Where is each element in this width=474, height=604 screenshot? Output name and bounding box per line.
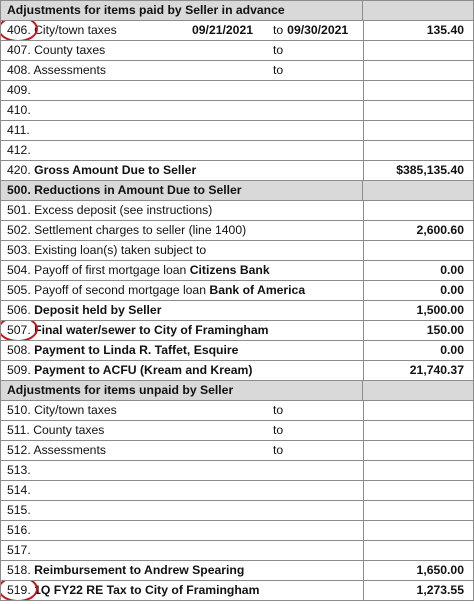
line-item-row bbox=[0, 121, 474, 141]
line-number: 519. bbox=[7, 583, 31, 597]
line-label: Excess deposit (see instructions) bbox=[34, 203, 213, 217]
section-header-row bbox=[0, 181, 474, 201]
line-description-cell bbox=[1, 241, 363, 260]
proration-to-label: to bbox=[273, 43, 284, 57]
line-description-cell bbox=[1, 401, 363, 420]
amount-cell: 1,650.00 bbox=[363, 561, 474, 580]
proration-to-label: to bbox=[273, 23, 284, 37]
amount-cell: 0.00 bbox=[363, 261, 474, 280]
line-description-cell bbox=[1, 21, 363, 40]
line-number: 511. bbox=[7, 423, 30, 437]
line-item-row bbox=[0, 321, 474, 341]
amount-cell bbox=[363, 421, 474, 440]
line-description-cell bbox=[1, 581, 363, 600]
line-number: 517. bbox=[7, 543, 31, 557]
amount-cell bbox=[363, 521, 474, 540]
line-item-row bbox=[0, 561, 474, 581]
line-description-cell bbox=[1, 301, 363, 320]
line-description-cell bbox=[1, 321, 363, 340]
line-item-row bbox=[0, 61, 474, 81]
payee-name: Citizens Bank bbox=[189, 263, 270, 277]
line-label: Existing loan(s) taken subject to bbox=[34, 243, 207, 257]
line-description-cell bbox=[1, 541, 363, 560]
line-number: 501. bbox=[7, 203, 31, 217]
line-number: 513. bbox=[7, 463, 31, 477]
line-label: Deposit held by Seller bbox=[34, 303, 162, 317]
amount-cell bbox=[363, 1, 474, 20]
amount-cell: 21,740.37 bbox=[363, 361, 474, 380]
line-number: 408. bbox=[7, 63, 31, 77]
line-number: 512. bbox=[7, 443, 31, 457]
line-item-row bbox=[0, 481, 474, 501]
line-description-cell bbox=[1, 281, 363, 300]
line-item-row bbox=[0, 341, 474, 361]
amount-cell bbox=[363, 101, 474, 120]
line-description-cell bbox=[1, 381, 363, 400]
line-description-cell bbox=[1, 441, 363, 460]
payee-name: Bank of America bbox=[209, 283, 306, 297]
line-description-cell bbox=[1, 341, 363, 360]
line-label: Payment to ACFU (Kream and Kream) bbox=[34, 363, 253, 377]
line-description-cell bbox=[1, 121, 363, 140]
proration-to-group bbox=[273, 441, 287, 460]
amount-cell bbox=[363, 501, 474, 520]
line-number: 502. bbox=[7, 223, 31, 237]
line-number: 503. bbox=[7, 243, 31, 257]
amount-cell bbox=[363, 121, 474, 140]
line-description-cell bbox=[1, 161, 363, 180]
line-number: 506. bbox=[7, 303, 31, 317]
proration-date-to: 09/30/2021 bbox=[287, 23, 349, 37]
amount-cell: 135.40 bbox=[363, 21, 474, 40]
annotation-circle bbox=[1, 321, 38, 340]
line-label: Assessments bbox=[33, 63, 106, 77]
annotation-circle bbox=[1, 21, 38, 40]
amount-cell bbox=[363, 541, 474, 560]
line-description-cell bbox=[1, 561, 363, 580]
proration-to-label: to bbox=[273, 63, 284, 77]
line-number: 411. bbox=[7, 123, 30, 137]
line-description-cell bbox=[1, 201, 363, 220]
line-description-cell bbox=[1, 101, 363, 120]
line-number: 514. bbox=[7, 483, 31, 497]
line-label: 1Q FY22 RE Tax to City of Framingham bbox=[34, 583, 260, 597]
amount-cell: 0.00 bbox=[363, 341, 474, 360]
line-item-row bbox=[0, 141, 474, 161]
line-item-row bbox=[0, 241, 474, 261]
amount-cell: 0.00 bbox=[363, 281, 474, 300]
line-item-row bbox=[0, 221, 474, 241]
line-item-row bbox=[0, 201, 474, 221]
annotation-circle bbox=[1, 581, 38, 600]
line-number: 509. bbox=[7, 363, 31, 377]
line-description-cell bbox=[1, 181, 363, 200]
proration-to-label: to bbox=[273, 443, 284, 457]
line-number: 515. bbox=[7, 503, 31, 517]
line-number: 505. bbox=[7, 283, 31, 297]
line-number: 516. bbox=[7, 523, 31, 537]
amount-cell: 1,500.00 bbox=[363, 301, 474, 320]
line-description-cell bbox=[1, 361, 363, 380]
line-item-row bbox=[0, 41, 474, 61]
line-number: 518. bbox=[7, 563, 31, 577]
line-description-cell bbox=[1, 221, 363, 240]
amount-cell: $385,135.40 bbox=[363, 161, 474, 180]
section-header-title: Adjustments for items paid by Seller in advance bbox=[7, 3, 285, 17]
line-label: Payoff of first mortgage loan bbox=[34, 263, 187, 277]
amount-cell bbox=[363, 441, 474, 460]
line-item-row bbox=[0, 541, 474, 561]
amount-cell bbox=[363, 381, 474, 400]
line-number: 410. bbox=[7, 103, 31, 117]
line-item-row bbox=[0, 21, 474, 41]
line-label: City/town taxes bbox=[34, 23, 117, 37]
line-label: County taxes bbox=[33, 423, 105, 437]
proration-to-group bbox=[273, 61, 287, 80]
line-description-cell bbox=[1, 1, 363, 20]
line-number: 420. bbox=[7, 163, 31, 177]
line-description-cell bbox=[1, 61, 363, 80]
line-number: 407. bbox=[7, 43, 31, 57]
line-item-row bbox=[0, 281, 474, 301]
line-description-cell bbox=[1, 81, 363, 100]
amount-cell bbox=[363, 41, 474, 60]
proration-to-group bbox=[273, 41, 287, 60]
line-description-cell bbox=[1, 521, 363, 540]
line-number: 508. bbox=[7, 343, 31, 357]
line-item-row bbox=[0, 441, 474, 461]
line-item-row bbox=[0, 361, 474, 381]
amount-cell: 150.00 bbox=[363, 321, 474, 340]
line-description-cell bbox=[1, 461, 363, 480]
line-description-cell bbox=[1, 141, 363, 160]
line-number: 409. bbox=[7, 83, 31, 97]
line-number: 406. bbox=[7, 23, 31, 37]
line-item-row bbox=[0, 301, 474, 321]
proration-to-group bbox=[273, 21, 348, 40]
line-number: 510. bbox=[7, 403, 31, 417]
line-label: Final water/sewer to City of Framingham bbox=[34, 323, 269, 337]
line-label: Settlement charges to seller (line 1400) bbox=[34, 223, 247, 237]
line-number: 504. bbox=[7, 263, 31, 277]
line-description-cell bbox=[1, 501, 363, 520]
amount-cell bbox=[363, 461, 474, 480]
amount-cell bbox=[363, 61, 474, 80]
proration-to-group bbox=[273, 421, 287, 440]
amount-cell bbox=[363, 141, 474, 160]
section-header-row bbox=[0, 0, 474, 21]
line-description-cell bbox=[1, 41, 363, 60]
line-description-cell bbox=[1, 261, 363, 280]
proration-to-group bbox=[273, 401, 287, 420]
line-label: Assessments bbox=[33, 443, 106, 457]
line-label: Payoff of second mortgage loan bbox=[34, 283, 206, 297]
line-item-row bbox=[0, 581, 474, 601]
amount-cell bbox=[363, 241, 474, 260]
line-item-row bbox=[0, 401, 474, 421]
line-item-row bbox=[0, 521, 474, 541]
proration-date-from: 09/21/2021 bbox=[192, 23, 253, 37]
line-item-row bbox=[0, 461, 474, 481]
amount-cell bbox=[363, 201, 474, 220]
section-header-title: Adjustments for items unpaid by Seller bbox=[7, 383, 234, 397]
line-label: City/town taxes bbox=[34, 403, 117, 417]
section-header-row bbox=[0, 381, 474, 401]
line-item-row bbox=[0, 161, 474, 181]
line-item-row bbox=[0, 101, 474, 121]
line-description-cell bbox=[1, 421, 363, 440]
line-label: Reimbursement to Andrew Spearing bbox=[34, 563, 245, 577]
line-label: Gross Amount Due to Seller bbox=[34, 163, 197, 177]
proration-to-label: to bbox=[273, 403, 284, 417]
line-item-row bbox=[0, 81, 474, 101]
proration-to-label: to bbox=[273, 423, 284, 437]
amount-cell bbox=[363, 181, 474, 200]
amount-cell: 2,600.60 bbox=[363, 221, 474, 240]
line-item-row bbox=[0, 261, 474, 281]
line-label: Payment to Linda R. Taffet, Esquire bbox=[34, 343, 239, 357]
amount-cell: 1,273.55 bbox=[363, 581, 474, 600]
line-item-row bbox=[0, 501, 474, 521]
section-header-title: 500. Reductions in Amount Due to Seller bbox=[7, 183, 242, 197]
amount-cell bbox=[363, 401, 474, 420]
line-item-row bbox=[0, 421, 474, 441]
line-number: 412. bbox=[7, 143, 31, 157]
line-description-cell bbox=[1, 481, 363, 500]
amount-cell bbox=[363, 481, 474, 500]
amount-cell bbox=[363, 81, 474, 100]
line-label: County taxes bbox=[34, 43, 106, 57]
line-number: 507. bbox=[7, 323, 31, 337]
